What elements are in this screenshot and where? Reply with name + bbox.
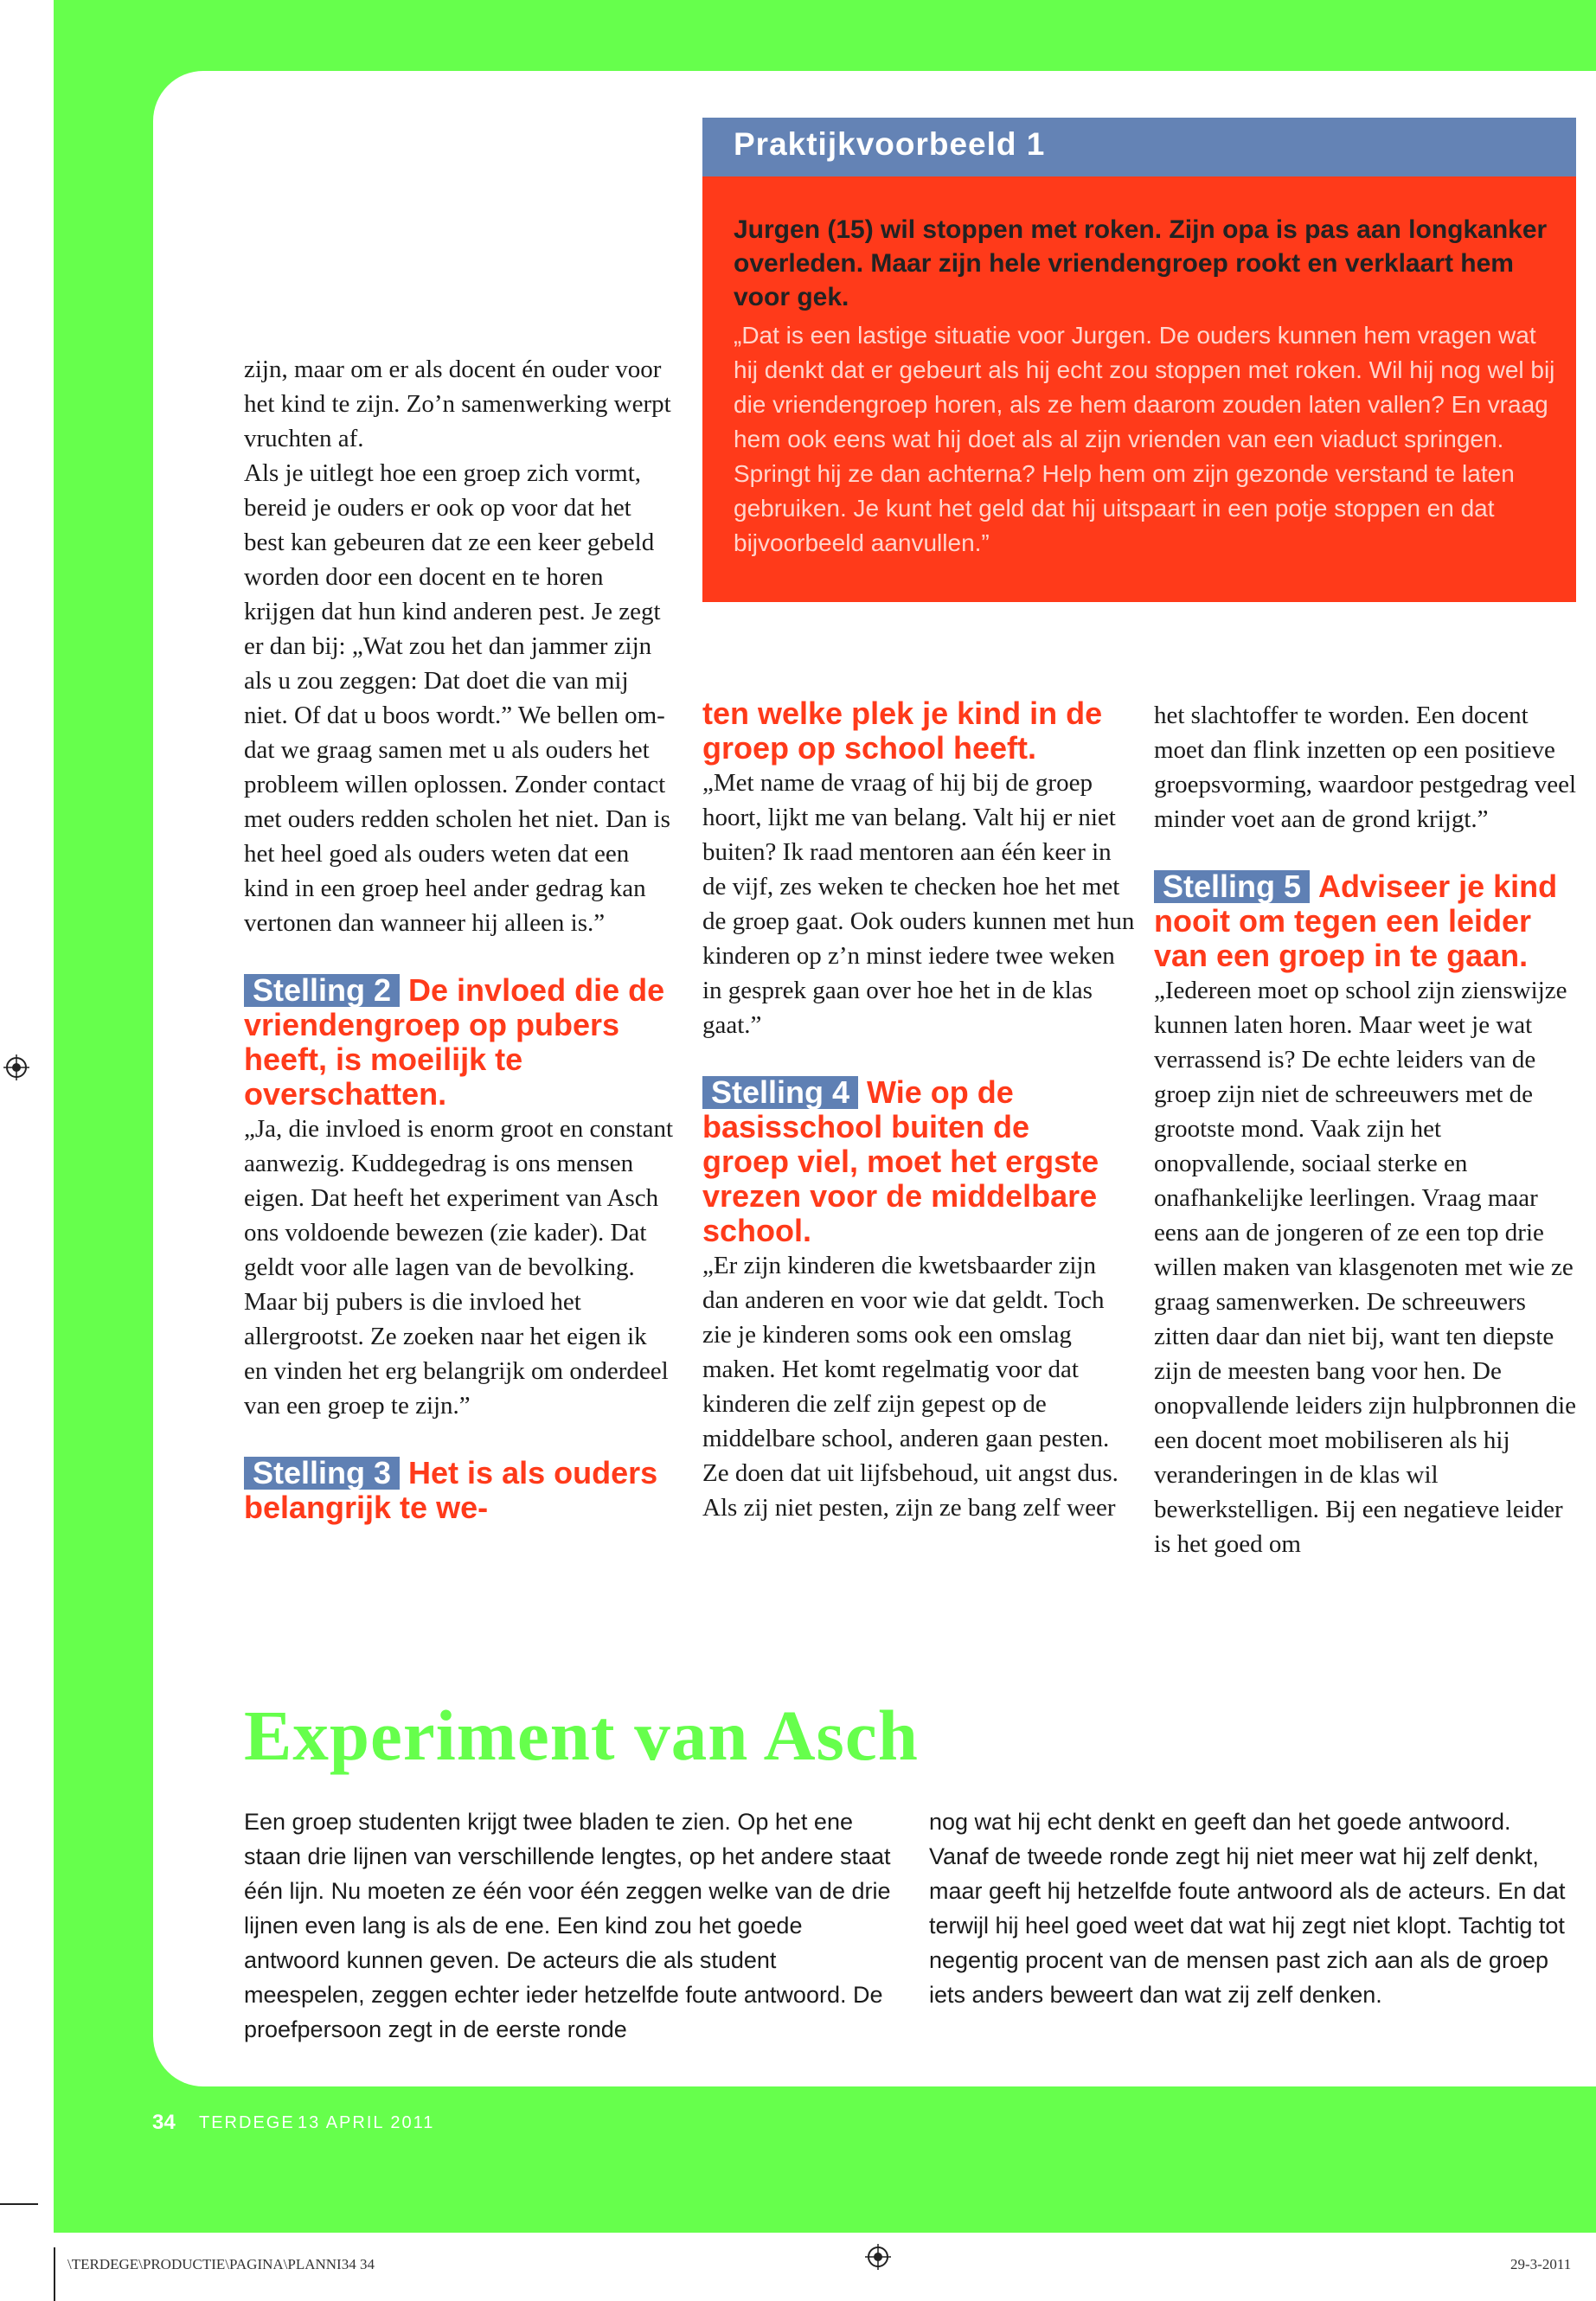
example-box-body <box>702 176 1576 602</box>
stelling-5-badge: Stelling 5 <box>1154 870 1310 903</box>
stelling-5-heading <box>1154 869 1582 973</box>
registration-mark-icon <box>865 2244 891 2270</box>
registration-mark-icon <box>3 1054 29 1080</box>
example-box-title: Praktijkvoorbeeld 1 <box>734 126 1046 162</box>
stelling-4-text: „Er zijn kinderen die kwetsbaarder zijn dan anderen en voor wie dat geldt. Toch zie je kinderen soms ook een omslag maken. Het komt regelmatig voor dat kinderen die zelf zijn gepest op de middelbare school, anderen gaan pesten. Ze doen dat uit lijfsbehoud, uit angst dus. Als zij niet pesten, zijn ze bang zelf weer <box>702 1252 1118 1522</box>
stelling-3-text: „Met name de vraag of hij bij de groep hoort, lijkt me van belang. Valt hij er niet buiten? Ik raad mentoren aan één keer in de vijf, zes weken te checken hoe het met de groep gaat. Ook ouders kunnen met hun kinderen op z’n minst iedere twee weken in gesprek gaan over hoe het in de klas gaat.” <box>702 769 1135 1039</box>
example-box-header <box>702 118 1576 176</box>
column-3-text: het slachtoffer te worden. Een docent moet dan flink inzetten op een positieve groepsvorming, waardoor pestgedrag veel minder voet aan de grond krijgt.” <box>1154 702 1577 833</box>
experiment-title: Experiment van Asch <box>244 1695 919 1775</box>
stelling-4-title: Wie op de basisschool buiten de groep viel, moet het ergste vrezen voor de middelbare school. <box>702 1074 1099 1248</box>
stelling-2-text: „Ja, die invloed is enorm groot en constant aanwezig. Kuddegedrag is ons mensen eigen. Dat heeft het experiment van Asch ons voldoende bewezen (zie kader). Dat geldt voor alle lagen van de bevolking. Maar bij pubers is die invloed het allergrootst. Ze zoeken naar het eigen ik en vinden het erg belangrijk om onderdeel van een groep te zijn.” <box>244 1115 674 1420</box>
column-2 <box>702 696 1135 1525</box>
issue-date: 13 APRIL 2011 <box>298 2113 435 2132</box>
stelling-3-heading <box>244 1456 676 1525</box>
stelling-2-heading <box>244 973 694 1112</box>
page-number: 34 <box>152 2111 176 2134</box>
example-box-lead: Jurgen (15) wil stoppen met roken. Zijn opa is pas aan longkanker overleden. Maar zijn hele vriendengroep rookt en verklaart hem voor gek. <box>734 215 1548 311</box>
experiment-text-right: nog wat hij echt denkt en geeft dan het goede antwoord. Vanaf de tweede ronde zegt hij niet meer wat hij zelf denkt, maar geeft hij hetzelfde foute antwoord als de acteurs. En dat terwijl hij heel goed weet dat wat hij zegt niet klopt. Tachtig tot negentig procent van de mensen past zich aan als de groep iets anders beweert dan wat zij zelf denken. <box>929 1809 1566 2008</box>
stelling-2-badge: Stelling 2 <box>244 974 400 1007</box>
stelling-5-text: „Iedereen moet op school zijn zienswijze kunnen laten horen. Maar weet je wat verrassend is? De echte leiders van de groep zijn niet de schreeuwers met de grootste mond. Vaak zijn het onopvallende, sociaal sterke en onafhankelijke leerlingen. Vraag maar eens aan de jongeren of ze een top drie willen maken van klasgenoten met wie ze graag samenwerken. De schreeuwers zitten daar dan niet bij, want ten diepste zijn de meesten bang voor hen. De onopvallende leiders zijn hulpbronnen die een docent moet mobiliseren als hij veranderingen in de klas wil bewerkstelligen. Bij een negatieve leider is het goed om <box>1154 977 1577 1558</box>
print-slug-path: \TERDEGE\PRODUCTIE\PAGINA\PLANNI34 34 <box>67 2256 375 2272</box>
experiment-text-left: Een groep studenten krijgt twee bladen te zien. Op het ene staan drie lijnen van verschillende lengtes, op het andere staat één lijn. Nu moeten ze één voor één zeggen welke van de drie lijnen even lang is als de ene. Een kind zou het goede antwoord kunnen geven. De acteurs die als student meespelen, zeggen echter ieder hetzelfde foute antwoord. De proefpersoon zegt in de eerste ronde <box>244 1809 891 2042</box>
example-box-text: „Dat is een lastige situatie voor Jurgen. De ouders kunnen hem vragen wat hij denkt dat er gebeurt als hij echt zou stoppen met roken. Wil hij nog wel bij die vriendengroep horen, als ze hem daarom zouden laten vallen? En vraag hem ook eens wat hij doet als al zijn vrienden van een viaduct springen. Springt hij ze dan achterna? Help hem om zijn gezonde verstand te laten gebruiken. Je kunt het geld dat hij uitspaart in een potje stoppen en dat bijvoorbeeld aanvullen.” <box>734 322 1555 556</box>
column-3 <box>1154 698 1582 1561</box>
stelling-5-title: Adviseer je kind nooit om tegen een leider van een groep in te gaan. <box>1154 868 1558 973</box>
publication-name: TERDEGE <box>199 2113 295 2132</box>
stelling-2-title: De invloed die de vriendengroep op pubers heeft, is moeilijk te overschatten. <box>244 972 665 1112</box>
column-1 <box>244 352 676 1525</box>
stelling-4-heading <box>702 1075 1118 1248</box>
column-1-intro: zijn, maar om er als docent én ouder voor het kind te zijn. Zo’n samenwerking werpt vruchten af. <box>244 356 671 452</box>
crop-mark-horizontal <box>0 2203 38 2205</box>
stelling-4-badge: Stelling 4 <box>702 1076 858 1109</box>
stelling-3-title: Het is als ouders belangrijk te we- <box>244 1455 658 1525</box>
print-slug-date: 29-3-2011 <box>1510 2256 1572 2272</box>
stelling-3-badge: Stelling 3 <box>244 1457 400 1490</box>
crop-mark-vertical <box>54 2247 55 2301</box>
stelling-3-continued: ten welke plek je kind in de groep op school heeft. <box>702 695 1103 766</box>
column-1-paragraph: Als je uitlegt hoe een groep zich vormt, bereid je ouders er ook op voor dat het best kan gebeuren dat ze een keer gebeld worden door een docent en te horen krijgen dat hun kind anderen pest. Je zegt er dan bij: „Wat zou het dan jammer zijn als u zou zeggen: Dat doet die van mij niet. Of dat u boos wordt.” We bellen omdat we graag samen met u als ouders het probleem willen oplossen. Zonder contact met ouders redden scholen het niet. Dan is het heel goed als ouders weten dat een kind in een groep heel ander gedrag kan vertonen dan wanneer hij alleen is.” <box>244 459 670 937</box>
